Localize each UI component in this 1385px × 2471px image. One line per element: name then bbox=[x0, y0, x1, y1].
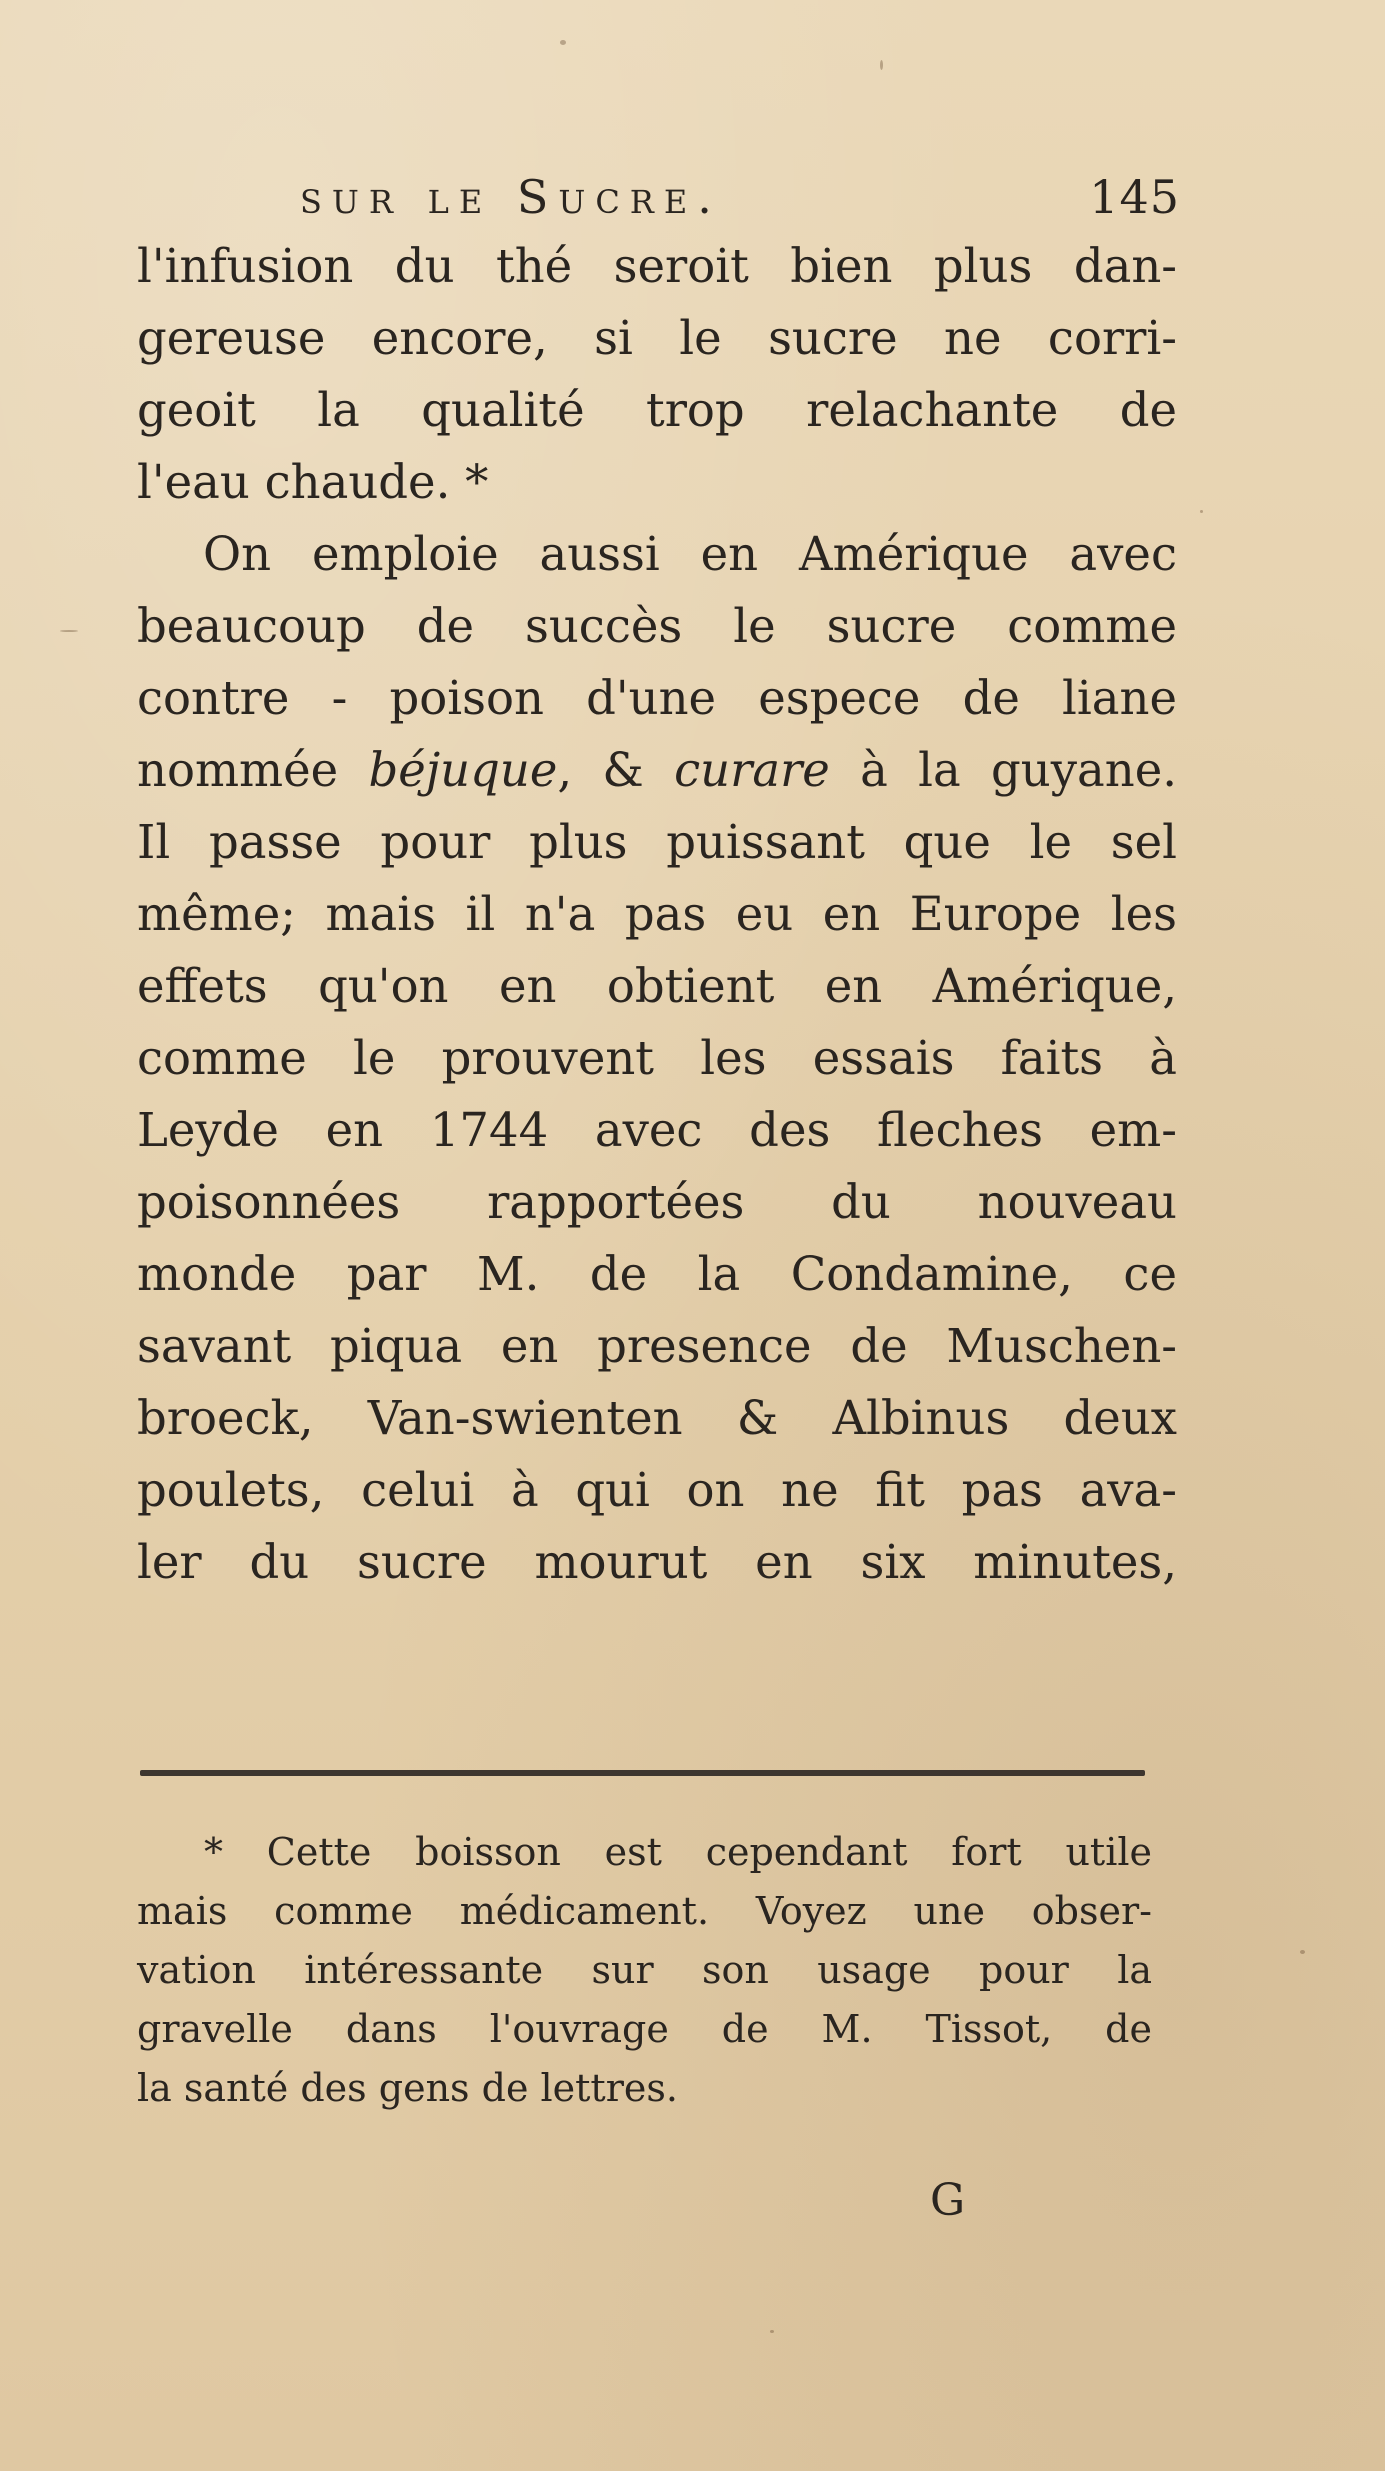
paper-speck bbox=[770, 2330, 774, 2333]
footnote bbox=[137, 1823, 1152, 2118]
italic-term: curare bbox=[674, 743, 830, 797]
text-line-with-italics bbox=[137, 734, 1177, 806]
text-fragment: nommée bbox=[137, 743, 369, 797]
footnote-line: la santé des gens de lettres. bbox=[137, 2066, 678, 2110]
signature-mark: G bbox=[930, 2175, 966, 2226]
text-line: même; mais il n'a pas eu en Europe les bbox=[137, 887, 1177, 941]
text-line: ler du sucre mourut en six minutes, bbox=[137, 1535, 1177, 1589]
page-number: 145 bbox=[1089, 170, 1180, 224]
running-header bbox=[300, 170, 1180, 230]
text-line: contre - poison d'une espece de liane bbox=[137, 671, 1177, 725]
text-line: l'infusion du thé seroit bien plus dan- bbox=[137, 239, 1177, 293]
paper-speck bbox=[560, 40, 566, 45]
paper-speck bbox=[60, 630, 78, 632]
paper-speck bbox=[1200, 510, 1203, 513]
text-line: effets qu'on en obtient en Amérique, bbox=[137, 959, 1177, 1013]
main-text bbox=[137, 230, 1177, 1598]
text-line: broeck, Van-swienten & Albinus deux bbox=[137, 1391, 1177, 1445]
text-line: geoit la qualité trop relachante de bbox=[137, 383, 1177, 437]
text-line: gereuse encore, si le sucre ne corri- bbox=[137, 311, 1177, 365]
text-line: poisonnées rapportées du nouveau bbox=[137, 1175, 1177, 1229]
text-line: comme le prouvent les essais faits à bbox=[137, 1031, 1177, 1085]
text-line: Il passe pour plus puissant que le sel bbox=[137, 815, 1177, 869]
text-line: poulets, celui à qui on ne fit pas ava- bbox=[137, 1463, 1177, 1517]
paper-speck bbox=[880, 60, 883, 70]
text-line: l'eau chaude. * bbox=[137, 455, 489, 509]
italic-term: béjuque bbox=[368, 743, 558, 797]
paper-speck bbox=[1300, 1950, 1305, 1954]
text-line: Leyde en 1744 avec des fleches em- bbox=[137, 1103, 1177, 1157]
footnote-line: mais comme médicament. Voyez une obser- bbox=[137, 1889, 1152, 1933]
text-fragment: , & bbox=[557, 743, 675, 797]
text-line: beaucoup de succès le sucre comme bbox=[137, 599, 1177, 653]
footnote-line: vation intéressante sur son usage pour la bbox=[137, 1948, 1152, 1992]
text-line: On emploie aussi en Amérique avec bbox=[203, 527, 1177, 581]
footnote-line: * Cette boisson est cependant fort utile bbox=[204, 1830, 1152, 1874]
footnote-divider bbox=[140, 1770, 1145, 1776]
text-fragment: à la guyane. bbox=[829, 743, 1177, 797]
text-line: monde par M. de la Condamine, ce bbox=[137, 1247, 1177, 1301]
footnote-line: gravelle dans l'ouvrage de M. Tissot, de bbox=[137, 2007, 1152, 2051]
text-line: savant piqua en presence de Muschen- bbox=[137, 1319, 1177, 1373]
running-title: sur le Sucre. bbox=[300, 170, 722, 224]
